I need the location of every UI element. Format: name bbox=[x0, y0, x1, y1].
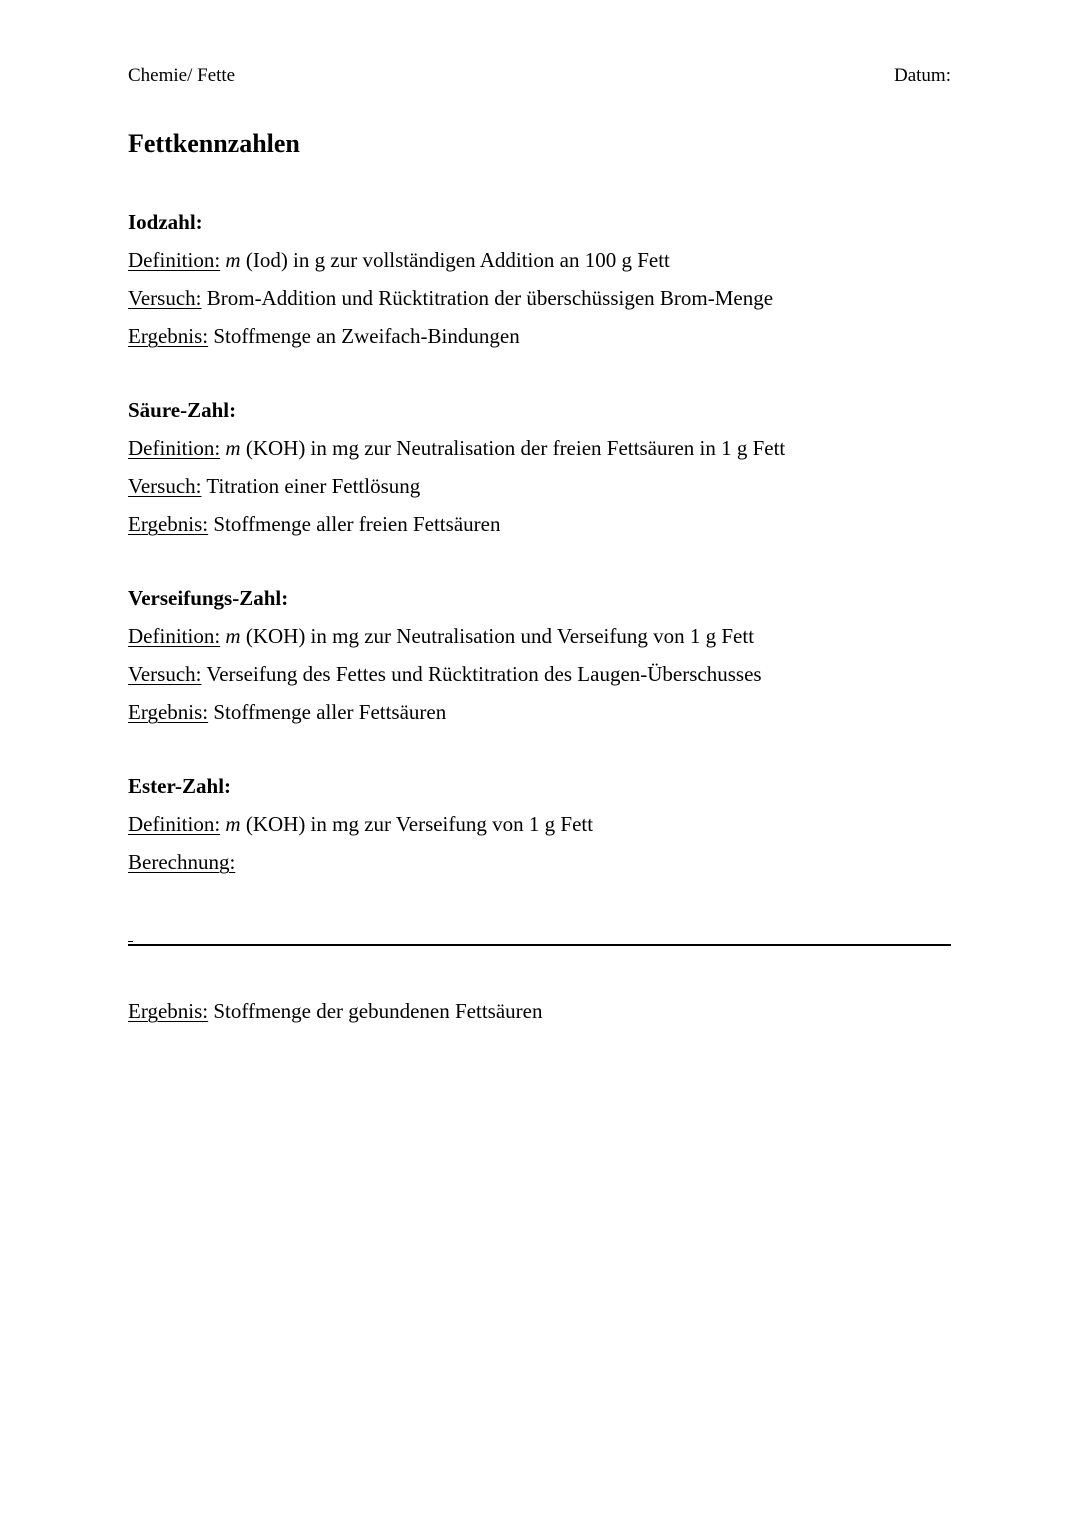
answer-line bbox=[128, 944, 951, 946]
versuch-text: Brom-Addition und Rücktitration der überschüssigen Brom-Menge bbox=[201, 286, 774, 310]
variable-m: m bbox=[225, 624, 241, 648]
section-saeure-zahl bbox=[128, 396, 958, 548]
header-subject: Chemie/ Fette bbox=[128, 65, 236, 86]
definition-text: (Iod) in g zur vollständigen Addition an 100 g Fett bbox=[240, 248, 670, 272]
ergebnis-text: Stoffmenge aller freien Fettsäuren bbox=[208, 512, 501, 536]
page-title: Fettkennzahlen bbox=[128, 129, 300, 158]
definition-text: (KOH) in mg zur Neutralisation und Verseifung von 1 g Fett bbox=[240, 624, 755, 648]
ergebnis-text: Stoffmenge aller Fettsäuren bbox=[208, 700, 447, 724]
ergebnis-text: Stoffmenge der gebundenen Fettsäuren bbox=[208, 999, 543, 1023]
section-verseifungs-zahl bbox=[128, 584, 958, 736]
definition-label: Definition: bbox=[128, 812, 221, 836]
ester-ergebnis-line bbox=[128, 997, 542, 1025]
variable-m: m bbox=[225, 248, 241, 272]
versuch-line bbox=[128, 660, 958, 688]
berechnung-label: Berechnung: bbox=[128, 850, 236, 874]
definition-line bbox=[128, 246, 958, 274]
berechnung-line bbox=[128, 848, 958, 876]
versuch-text: Titration einer Fettlösung bbox=[201, 474, 421, 498]
section-heading: Verseifungs-Zahl: bbox=[128, 586, 289, 610]
definition-label: Definition: bbox=[128, 624, 221, 648]
variable-m: m bbox=[225, 436, 241, 460]
ergebnis-label: Ergebnis: bbox=[128, 512, 209, 536]
definition-label: Definition: bbox=[128, 436, 221, 460]
ergebnis-label: Ergebnis: bbox=[128, 700, 209, 724]
ergebnis-line bbox=[128, 322, 958, 350]
versuch-label: Versuch: bbox=[128, 286, 202, 310]
versuch-label: Versuch: bbox=[128, 662, 202, 686]
versuch-line bbox=[128, 284, 958, 312]
section-ester-zahl bbox=[128, 772, 958, 886]
definition-line bbox=[128, 622, 958, 650]
ergebnis-line bbox=[128, 698, 958, 726]
variable-m: m bbox=[225, 812, 241, 836]
definition-line bbox=[128, 810, 958, 838]
ergebnis-text: Stoffmenge an Zweifach-Bindungen bbox=[208, 324, 520, 348]
definition-text: (KOH) in mg zur Neutralisation der freien Fettsäuren in 1 g Fett bbox=[240, 436, 786, 460]
answer-line-tick bbox=[128, 941, 133, 942]
versuch-text: Verseifung des Fettes und Rücktitration des Laugen-Überschusses bbox=[201, 662, 762, 686]
definition-label: Definition: bbox=[128, 248, 221, 272]
definition-line bbox=[128, 434, 958, 462]
ergebnis-line bbox=[128, 510, 958, 538]
versuch-line bbox=[128, 472, 958, 500]
section-heading: Ester-Zahl: bbox=[128, 774, 232, 798]
versuch-label: Versuch: bbox=[128, 474, 202, 498]
ergebnis-label: Ergebnis: bbox=[128, 324, 209, 348]
section-heading: Säure-Zahl: bbox=[128, 398, 237, 422]
ergebnis-label: Ergebnis: bbox=[128, 999, 209, 1023]
section-heading: Iodzahl: bbox=[128, 210, 203, 234]
section-iodzahl bbox=[128, 208, 958, 360]
definition-text: (KOH) in mg zur Verseifung von 1 g Fett bbox=[240, 812, 594, 836]
header-date-label: Datum: bbox=[894, 65, 951, 86]
